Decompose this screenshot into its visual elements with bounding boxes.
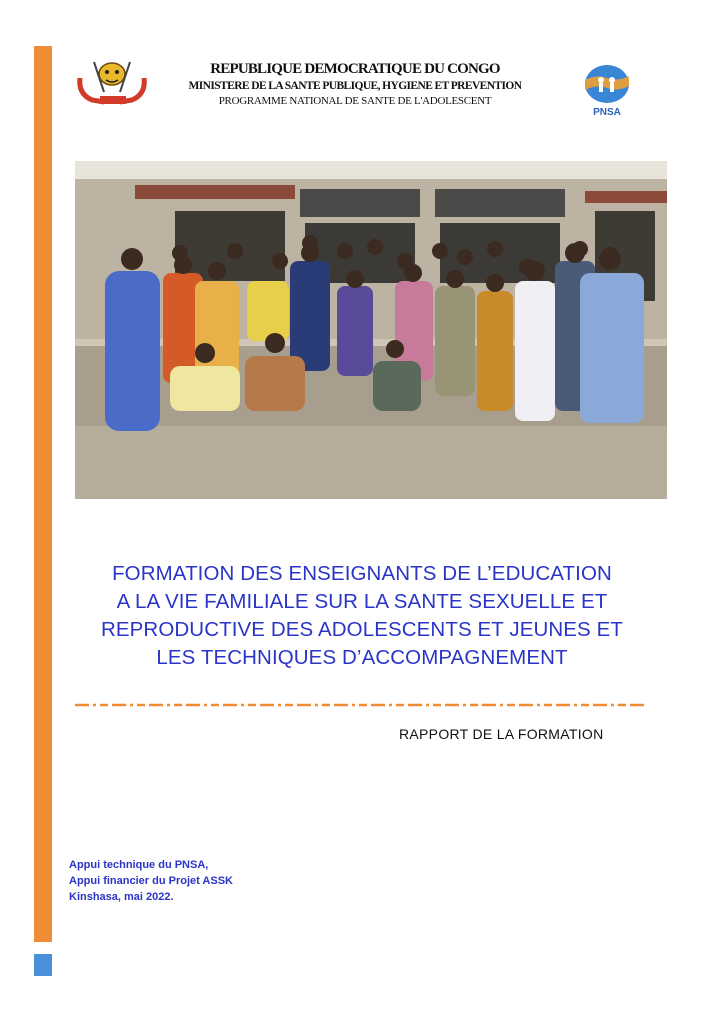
- country-name: REPUBLIQUE DEMOCRATIQUE DU CONGO: [210, 61, 500, 77]
- dashed-divider: [75, 694, 645, 698]
- report-subtitle: RAPPORT DE LA FORMATION: [399, 726, 604, 742]
- ministry-name: MINISTERE DE LA SANTE PUBLIQUE, HYGIENE ET PREVENTION: [188, 80, 522, 92]
- letterhead: [150, 60, 560, 109]
- report-title: [74, 560, 650, 672]
- title-line: REPRODUCTIVE DES ADOLESCENTS ET JEUNES ET: [100, 618, 624, 641]
- programme-name: PROGRAMME NATIONAL DE SANTE DE L'ADOLESCENT: [218, 95, 492, 107]
- title-line: A LA VIE FAMILIALE SUR LA SANTE SEXUELLE ET: [116, 590, 608, 613]
- place-date: Kinshasa, mai 2022.: [69, 891, 174, 903]
- credit-technical: Appui technique du PNSA,: [69, 859, 209, 871]
- blue-square-marker: [34, 954, 52, 976]
- group-photo: [75, 161, 667, 499]
- title-line: FORMATION DES ENSEIGNANTS DE L’EDUCATION: [112, 562, 612, 585]
- credits: [69, 857, 233, 905]
- pnsa-logo-text: PNSA: [593, 107, 621, 118]
- credit-financial: Appui financier du Projet ASSK: [69, 875, 233, 887]
- pnsa-logo: [577, 64, 637, 118]
- orange-side-bar: [34, 46, 52, 942]
- title-line: LES TECHNIQUES D’ACCOMPAGNEMENT: [156, 646, 568, 669]
- coat-of-arms-icon: [74, 56, 150, 110]
